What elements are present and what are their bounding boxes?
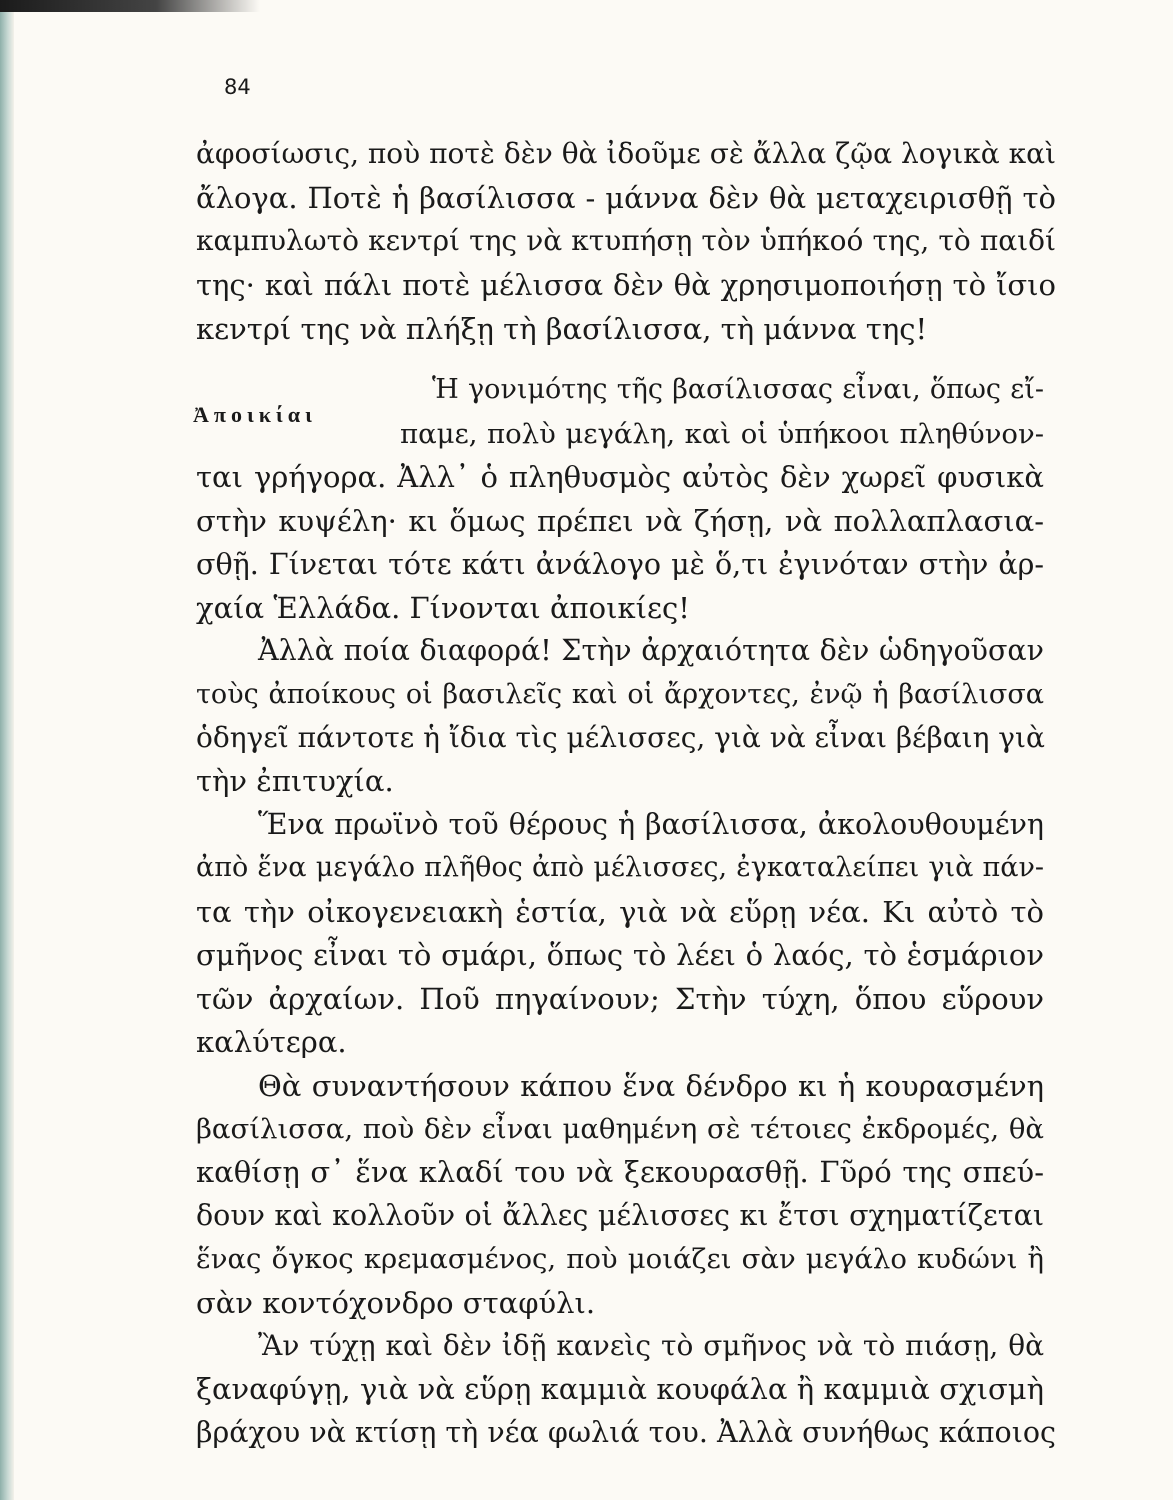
text-line: ἕνας ὄγκος κρεμασμένος, ποὺ μοιάζει σὰν μεγάλο κυδώνι ἢ xyxy=(196,1243,1044,1275)
text-line: καλύτερα. xyxy=(196,1025,347,1059)
text-line: Ἡ γονιμότης τῆς βασίλισσας εἶναι, ὅπως εἴ- xyxy=(432,374,1044,405)
text-line: τῶν ἀρχαίων. Ποῦ πηγαίνουν; Στὴν τύχη, ὅπου εὕρουν xyxy=(196,982,1044,1016)
text-line: τὴν ἐπιτυχία. xyxy=(196,764,394,798)
text-line: Θὰ συναντήσουν κάπου ἕνα δένδρο κι ἡ κουρασμένη xyxy=(258,1069,1044,1103)
text-line: δουν καὶ κολλοῦν οἱ ἄλλες μέλισσες κι ἔτσι σχηματίζεται xyxy=(196,1199,1044,1232)
text-line: καμπυλωτὸ κεντρί της νὰ κτυπήσῃ τὸν ὑπήκοό της, τὸ παιδί xyxy=(196,224,1056,257)
text-line: ὁδηγεῖ πάντοτε ἡ ἴδια τὶς μέλισσες, γιὰ νὰ εἶναι βέβαιη γιὰ xyxy=(196,721,1045,754)
text-line: στὴν κυψέλη· κι ὅμως πρέπει νὰ ζήσῃ, νὰ πολλαπλασια- xyxy=(196,504,1044,538)
text-line: κεντρί της νὰ πλήξῃ τὴ βασίλισσα, τὴ μάννα της! xyxy=(196,312,928,346)
text-line: σὰν κοντόχονδρο σταφύλι. xyxy=(196,1286,596,1320)
text-line: ἄλογα. Ποτὲ ἡ βασίλισσα - μάννα δὲν θὰ μεταχειρισθῇ τὸ xyxy=(196,181,1056,215)
text-line: ξαναφύγῃ, γιὰ νὰ εὕρῃ καμμιὰ κουφάλα ἢ καμμιὰ σχισμὴ xyxy=(196,1372,1044,1406)
text-line: Ἂν τύχῃ καὶ δὲν ἰδῇ κανεὶς τὸ σμῆνος νὰ τὸ πιάσῃ, θὰ xyxy=(258,1329,1044,1362)
text-line: τα τὴν οἰκογενειακὴ ἑστία, γιὰ νὰ εὕρῃ νέα. Κι αὐτὸ τὸ xyxy=(196,895,1044,929)
text-line: σμῆνος εἶναι τὸ σμάρι, ὅπως τὸ λέει ὁ λαός, τὸ ἑσμάριον xyxy=(196,938,1044,972)
text-line: ἀφοσίωσις, ποὺ ποτὲ δὲν θὰ ἰδοῦμε σὲ ἄλλα ζῷα λογικὰ καὶ xyxy=(196,137,1056,170)
text-line: καθίσῃ σ᾽ ἕνα κλαδί του νὰ ξεκουρασθῇ. Γῦρό της σπεύ- xyxy=(196,1155,1044,1189)
text-line: ται γρήγορα. Ἀλλ᾽ ὁ πληθυσμὸς αὐτὸς δὲν χωρεῖ φυσικὰ xyxy=(196,460,1044,494)
side-heading: Ἀποικίαι xyxy=(193,402,317,427)
text-line: βασίλισσα, ποὺ δὲν εἶναι μαθημένη σὲ τέτοιες ἐκδρομές, θὰ xyxy=(196,1113,1044,1145)
text-line: Ἀλλὰ ποία διαφορά! Στὴν ἀρχαιότητα δὲν ὡδηγοῦσαν xyxy=(258,634,1044,667)
text-line: χαία Ἑλλάδα. Γίνονται ἀποικίες! xyxy=(196,591,690,625)
text-line: ἀπὸ ἕνα μεγάλο πλῆθος ἀπὸ μέλισσες, ἐγκαταλείπει γιὰ πάν- xyxy=(196,852,1044,883)
text-line: Ἕνα πρωϊνὸ τοῦ θέρους ἡ βασίλισσα, ἀκολουθουμένη xyxy=(258,808,1044,841)
page-top-shadow xyxy=(0,0,260,12)
text-line: τοὺς ἀποίκους οἱ βασιλεῖς καὶ οἱ ἄρχοντες, ἐνῷ ἡ βασίλισσα xyxy=(196,679,1044,710)
text-line: της· καὶ πάλι ποτὲ μέλισσα δὲν θὰ χρησιμοποιήσῃ τὸ ἴσιο xyxy=(196,268,1056,302)
page-binding-edge xyxy=(0,0,14,1500)
text-line: παμε, πολὺ μεγάλη, καὶ οἱ ὑπήκοοι πληθύνον- xyxy=(400,418,1044,450)
text-line: βράχου νὰ κτίσῃ τὴ νέα φωλιά του. Ἀλλὰ συνήθως κάποιος xyxy=(196,1416,1056,1449)
text-line: σθῇ. Γίνεται τότε κάτι ἀνάλογο μὲ ὅ,τι ἐγινόταν στὴν ἀρ- xyxy=(196,548,1044,581)
page-number: 84 xyxy=(224,75,251,99)
